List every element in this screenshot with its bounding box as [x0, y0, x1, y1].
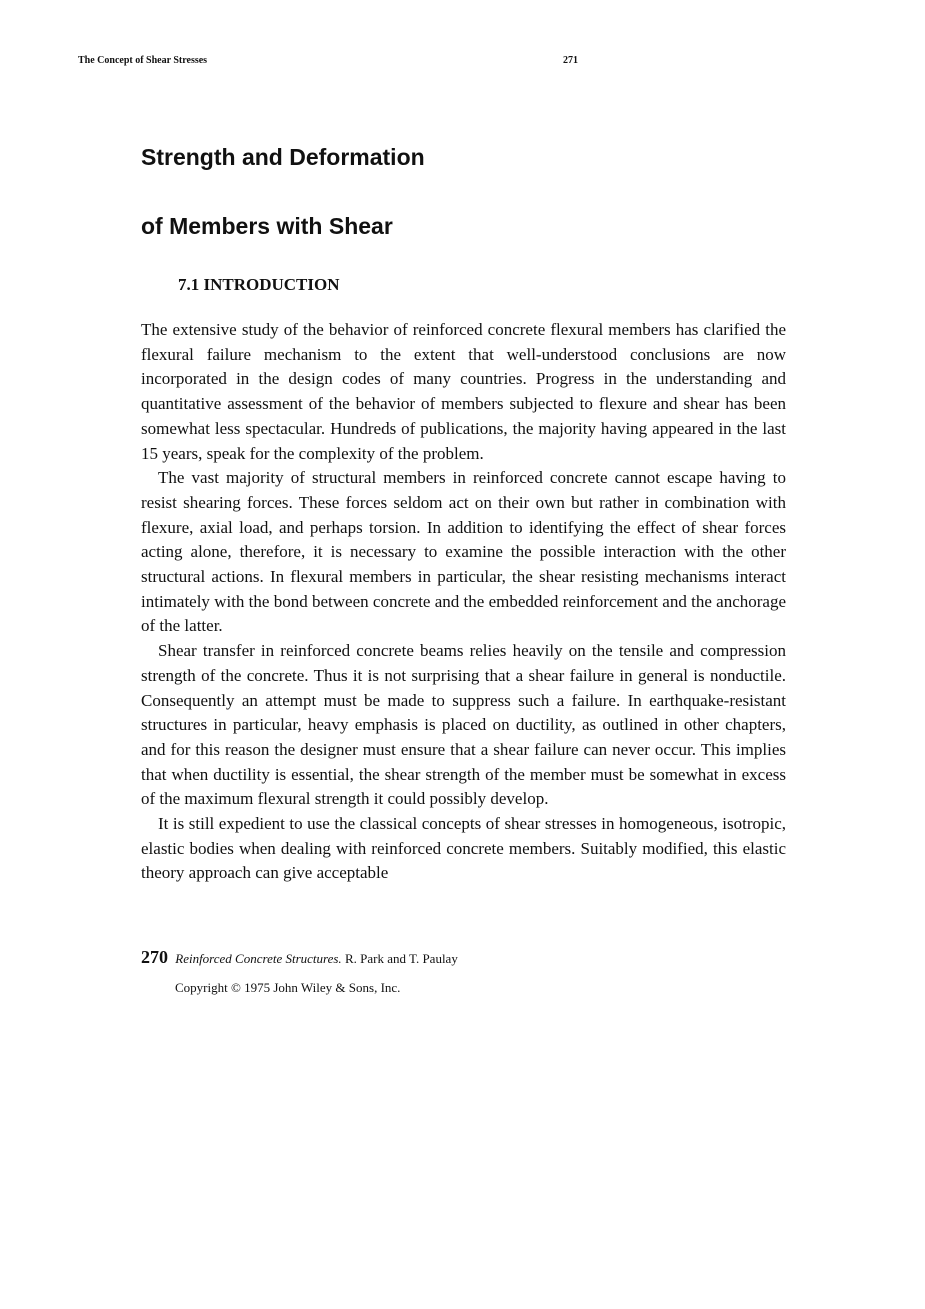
- paragraph: The vast majority of structural members in reinforced concrete cannot escape having to resist shearing forces. These forces seldom act on their own but rather in combination with flexure, axial load, and perhaps torsion. In addition to identifying the effect of shear forces acting alone, therefore, it is necessary to examine the possible interaction with the other structural actions. In flexural members in particular, the shear resisting mechanisms interact intimately with the bond between concrete and the embedded reinforcement and the anchorage of the latter.: [141, 468, 786, 636]
- paragraph: Shear transfer in reinforced concrete beams relies heavily on the tensile and compression strength of the concrete. Thus it is not surprising that a shear failure in general is nonductile. Consequently an attempt must be made to suppress such a failure. In earthquake-resistant structures in particular, heavy emphasis is placed on ductility, as outlined in other chapters, and for this reason the designer must ensure that a shear failure can never occur. This implies that when ductility is essential, the shear strength of the member must be somewhat in excess of the maximum flexural strength it could possibly develop.: [141, 641, 786, 809]
- paragraph: It is still expedient to use the classical concepts of shear stresses in homogeneous, isotropic, elastic bodies when dealing with reinforced concrete members. Suitably modified, this elastic theory approach can give acceptable: [141, 814, 786, 883]
- footer-authors: R. Park and T. Paulay: [344, 951, 458, 966]
- body-text: [141, 318, 786, 886]
- paragraph: The extensive study of the behavior of reinforced concrete flexural members has clarified the flexural failure mechanism to the extent that well-understood conclusions are now incorporated in the design codes of many countries. Progress in the understanding and quantitative assessment of the behavior of members subjected to flexure and shear has been somewhat less spectacular. Hundreds of publications, the majority having appeared in the last 15 years, speak for the complexity of the problem.: [141, 320, 786, 463]
- running-header-page-number: 271: [563, 55, 578, 66]
- running-header-title: The Concept of Shear Stresses: [78, 55, 208, 66]
- copyright-notice: Copyright © 1975 John Wiley & Sons, Inc.: [175, 980, 401, 995]
- chapter-title-line1: Strength and Deformation: [141, 144, 425, 170]
- chapter-title-line2: of Members with Shear: [141, 213, 393, 239]
- footer-book-title: Reinforced Concrete Structures.: [175, 951, 342, 966]
- footer-citation: [141, 947, 458, 968]
- section-heading: 7.1 INTRODUCTION: [178, 275, 340, 294]
- footer-page-number: 270: [141, 947, 168, 967]
